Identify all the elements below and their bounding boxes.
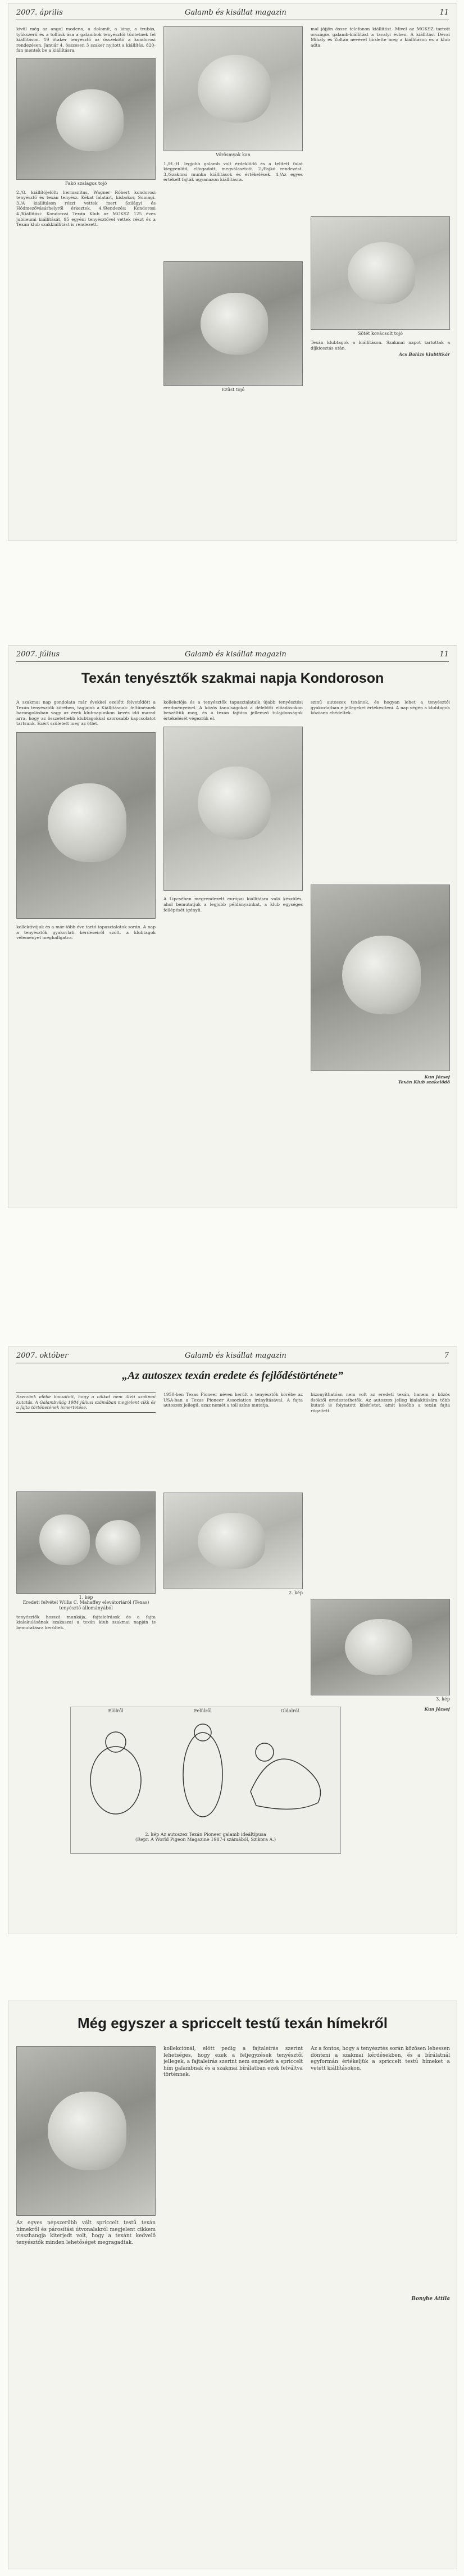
article-text: tenyésztők hosszú munkája, fajtaleírások és a fajta kialakulásának szakaszai a texán klub szakmai napján is bemutatásra kerültek. <box>16 1614 156 1630</box>
article-text: A szakmai nap gondolata már évekkel ezelőtt felvetődött a Texán tenyésztők körében, tagjaink a Kiállításnak: feltűnésnek barangolásban vagy az évek klubnapunkon kevés idő marad arra, hogy az összetettebb klubtagokkal szorosabb kapcsolatot tartsunk. Ezért született meg az ötlet. <box>16 700 156 727</box>
author-signature: Bonyhe Attila <box>411 2296 450 2302</box>
pigeon-photo <box>311 1599 450 1695</box>
pigeon-photo <box>163 261 303 386</box>
article-text: kollekciója és a tenyésztők tapasztalataik újabb tenyésztési eredményeivel. A közös tanulságokat a délelőtti előadásokon beszéltük meg, és a texán fajtára jellemző tulajdonságok értékelését végeztük el. <box>163 700 303 721</box>
page-header <box>16 7 449 20</box>
article-title: Texán tenyésztők szakmai napja Kondoroson <box>81 670 384 686</box>
pigeon-photo <box>16 1491 156 1594</box>
magazine-title: Galamb és kisállat magazin <box>185 650 286 659</box>
article-text: 2./G. kiállítójelölt: hermanitus, Wagner Róbert kondorosi tenyésztő és texán tenyész. Kékat falatárt, kisbokor, Sumagi. 3./A kiállításon részt vettek mert Szilágyi és Hódmezővásárhelyről érkeztek. 4./Rendezés: Kondorosi 4./Kiállítási: Kondorosi Texán Klub az MGKSZ 125 éves jubileumi kiállítását, 95 egyéni tenyésztővel vettek részt és a Texán klub szakkiállítást is rendezett. <box>16 189 156 228</box>
page-number: 11 <box>439 650 449 659</box>
article-text: kollekciónál, előtt pedig a fajtaleírás szerint lehetséges, hogy ezek a feljegyzések tenyésztői jellegek, a fajtaleírás szerint nem engedett a spriccelt hím galambnak és a szakmai bírálatban ezek felváltva történnek. <box>163 2046 303 2078</box>
page-header <box>16 649 449 662</box>
pigeon-photo <box>163 1493 303 1589</box>
page-header <box>16 1350 449 1363</box>
drawing-label-top: Felülről <box>194 1708 212 1713</box>
magazine-page-4 <box>8 2001 457 2569</box>
article-text: Texán klubtagok a kiállításon. Szakmai napot tartottak a díjkiosztás után. <box>311 339 450 351</box>
article-text: kollektívájuk és a már több éve tartó tapasztalatok során. A nap a tenyésztők gyakorlati kérdéseiről szólt, a klubtagok véleményét meghallgatva. <box>16 924 156 941</box>
article-text: Az a fontos, hogy a tenyésztés során közösen lehessen dönteni a szakmai kérdésekben, és a bírálatnál egyformán értékeljük a spriccelt testű hímeket a vetett kiállításokon. <box>311 2046 450 2071</box>
article-text: 1950-ben Texas Pioneer néven került a tenyésztők körébe az USA-ban a Texas Pioneer Association irányításával. A fajta autoszex jellegű, azaz nemét a toll színe mutatja. <box>163 1392 303 1408</box>
magazine-title: Galamb és kisállat magazin <box>185 1352 286 1360</box>
article-text: A Lipcsében megrendezett európai kiállításra való készülés, ahol bemutatjuk a legjobb példányainkat, a klub egységes fellépését igényli. <box>163 896 303 913</box>
page-number: 7 <box>444 1352 449 1360</box>
page-number: 11 <box>439 8 449 17</box>
article-text: 1./H.-H. legjobb galamb volt érdeklődő és a telített falat kiegyenlítő, elfogadott, megválasztott. 2./Pajkó rendezést. 3./Szakmai munka kiállítások és értékelések. 4./Az egyes értékelt fajták ugyanazon kiállításra. <box>163 161 303 183</box>
author-signature: Kun József Texán Klub szakelődő <box>398 1074 450 1085</box>
photo-caption: Sötét kovácsolt tojó <box>357 331 403 337</box>
pigeon-photo <box>16 2046 156 2216</box>
magazine-page-2 <box>8 645 457 1208</box>
magazine-page-1 <box>8 3 457 541</box>
photo-caption: Vörösmyak kan <box>216 152 251 157</box>
drawing-caption: 2. kép Az autoszex Texán Pioneer galamb ideáltípusa (Repr. A World Pigeon Magazine 1987-i számából, Szikora A.) <box>135 1832 276 1842</box>
pigeon-photo <box>311 216 450 330</box>
article-text: bizonyíthatóan nem volt az eredeti texán, hanem a közös ősöktől eredeztethetők. Az autoszex jelleg kialakítására több kutató is folytatott kísérletet, amit később a texán fajta rögzített. <box>311 1392 450 1413</box>
pigeon-photo <box>16 58 156 180</box>
issue-date: 2007. július <box>16 650 60 659</box>
magazine-page-3 <box>8 1346 457 1934</box>
author-signature: Kun József <box>424 1706 450 1712</box>
article-text: színű autoszex texánok, és hogyan lehet a tenyésztői gyakorlatban e jellegeket értékesíteni. A nap végén a klubtagok közösen ebédeltek. <box>311 700 450 716</box>
article-text: kívül még az angol modena, a dolomit, a king, a trubás, tyúkszerű és a tollúsk ása a galambok tenyésztői tűntetnek fel kiállításon. 19 ötaker tenyésztő az összekötő a kondorosi rendezésen. Január 4, összesen 3 szaker nyitott a kiállítás, 820-fan mentek be a kiállításra. <box>16 26 156 53</box>
pigeon-photo <box>163 727 303 891</box>
article-title: „Az autoszex texán eredete és fejlődéstörténete” <box>122 1369 343 1382</box>
ideal-type-drawing <box>70 1707 341 1854</box>
magazine-title: Galamb és kisállat magazin <box>185 8 286 17</box>
photo-caption: 2. kép <box>289 1590 303 1595</box>
photo-caption: 1. kép Eredeti felvétel Willis C. Mahaffey elevátoriáról (Texas) tenyésztő állományából <box>22 1594 149 1611</box>
article-text: Az egyes népszerűbb vált spriccelt testű texán hímekről és párosítási útvonalakról megjelent cikkem visszhangja kiterjedt volt, hogy a texánt kedvelő tenyésztők minden lehetőséget megragadtak. <box>16 2220 156 2246</box>
pigeon-photo <box>163 26 303 151</box>
issue-date: 2007. április <box>16 8 63 17</box>
article-title: Még egyszer a spriccelt testű texán hímekről <box>78 2015 388 2031</box>
article-text: mal jöjjön össze telefonon kiállítást. Mivel az MGKSZ tartott országos galamb-kiállítást a tavalyi évben. A kiállítást Dévai Mihály és Zoltán nevével hirdette meg a kiállításon és a klub adta. <box>311 26 450 48</box>
photo-caption: Ezüst tojó <box>221 387 245 392</box>
photo-caption: 3. kép <box>436 1697 450 1702</box>
pigeon-photo <box>16 732 156 919</box>
author-signature: Ács Balázs klubtitkár <box>399 352 450 357</box>
drawing-label-front: Elölről <box>108 1708 124 1713</box>
issue-date: 2007. október <box>16 1352 69 1360</box>
photo-caption: Fakó szalagos tojó <box>65 180 107 186</box>
pigeon-photo <box>311 885 450 1071</box>
drawing-label-side: Oldalról <box>280 1708 299 1713</box>
article-lead: Szerzőnk elébe bocsátott, hogy a cikket nem illeti szakmai kutatás. A Galambvilág 1984 júliusi számában megjelent cikk és a fajta történetének ismertetése. <box>16 1392 156 1413</box>
